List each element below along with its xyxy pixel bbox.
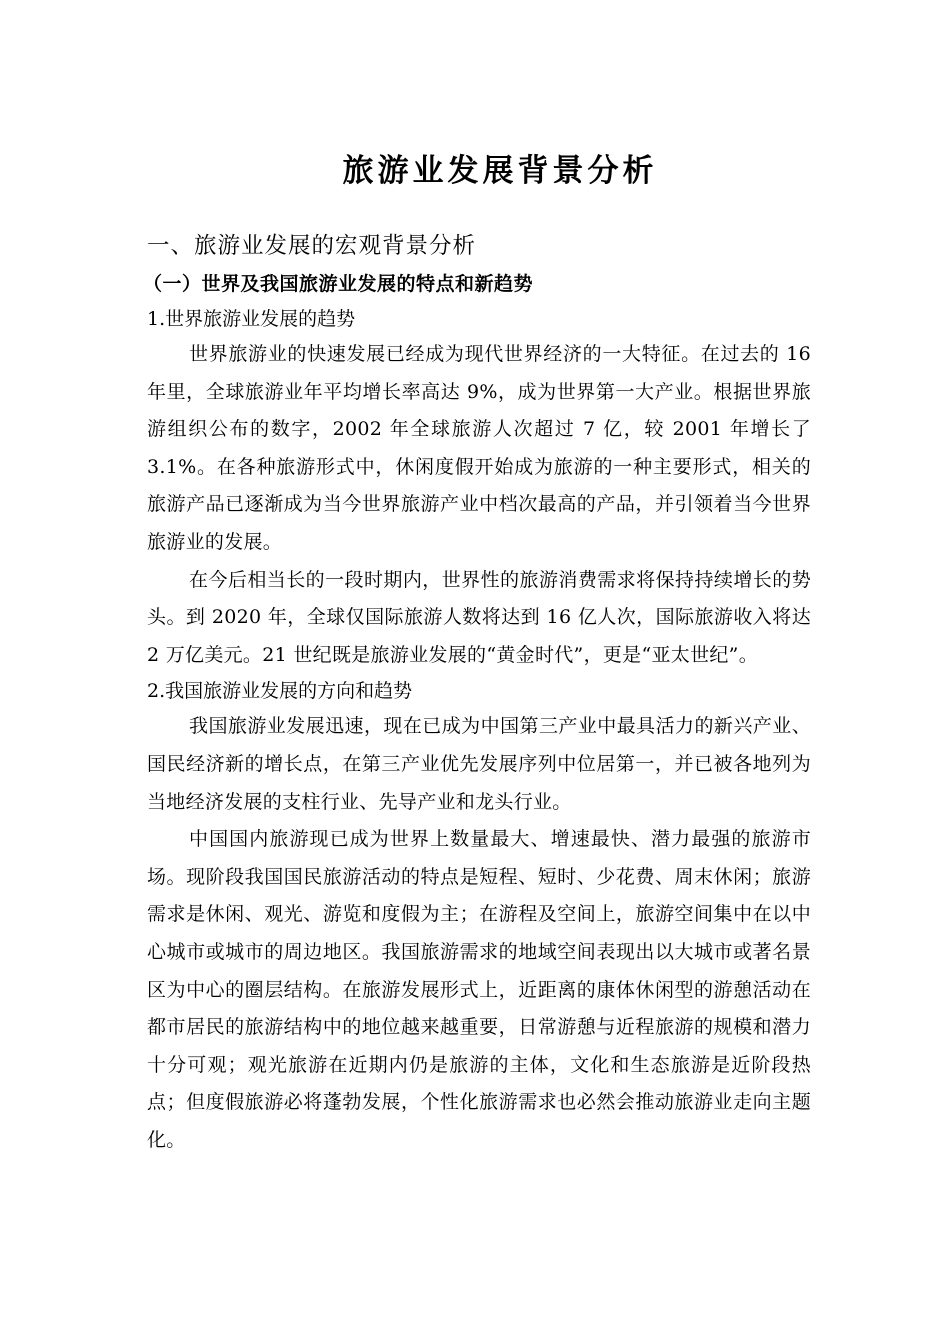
section-heading: 一、旅游业发展的宏观背景分析 — [147, 233, 477, 259]
paragraph-china-industry: 我国旅游业发展迅速，现在已成为中国第三产业中最具活力的新兴产业、国民经济新的增长点，在第三产业优先发展序列中位居第一，并已被各地列为当地经济发展的支柱行业、先导产业和龙头行业。 — [147, 715, 811, 813]
paragraph-world-growth: 世界旅游业的快速发展已经成为现代世界经济的一大特征。在过去的 16 年里，全球旅游业年平均增长率高达 9%，成为世界第一大产业。根据世界旅游组织公布的数字，2002 年全球旅游人次超过 7 亿，较 2001 年增长了 3.1%。在各种旅游形式中，休闲度假开始成为旅游的一种主要形式，相关的旅游产品已逐渐成为当今世界旅游产业中档次最高的产品，并引领着当今世界旅游业的发展。 — [147, 343, 811, 553]
paragraph-world-outlook: 在今后相当长的一段时期内，世界性的旅游消费需求将保持持续增长的势头。到 2020 年，全球仅国际旅游人数将达到 16 亿人次，国际旅游收入将达 2 万亿美元。21 世纪既是旅游业发展的“黄金时代”，更是“亚太世纪”。 — [147, 568, 811, 666]
item-heading-china-trend: 2.我国旅游业发展的方向和趋势 — [147, 680, 413, 703]
subsection-heading: （一）世界及我国旅游业发展的特点和新趋势 — [143, 273, 534, 295]
item-heading-world-trend: 1.世界旅游业发展的趋势 — [147, 308, 356, 330]
paragraph-china-domestic-market: 中国国内旅游现已成为世界上数量最大、增速最快、潜力最强的旅游市场。现阶段我国国民旅游活动的特点是短程、短时、少花费、周末休闲；旅游需求是休闲、观光、游览和度假为主；在游程及空间上，旅游空间集中在以中心城市或城市的周边地区。我国旅游需求的地域空间表现出以大城市或著名景区为中心的圈层结构。在旅游发展形式上，近距离的康体休闲型的游憩活动在都市居民的旅游结构中的地位越来越重要，日常游憩与近程旅游的规模和潜力十分可观；观光旅游在近期内仍是旅游的主体，文化和生态旅游是近阶段热点；但度假旅游必将蓬勃发展，个性化旅游需求也必然会推动旅游业走向主题化。 — [147, 828, 811, 1151]
document-title: 旅游业发展背景分析 — [342, 153, 658, 189]
document-body — [143, 226, 811, 1159]
